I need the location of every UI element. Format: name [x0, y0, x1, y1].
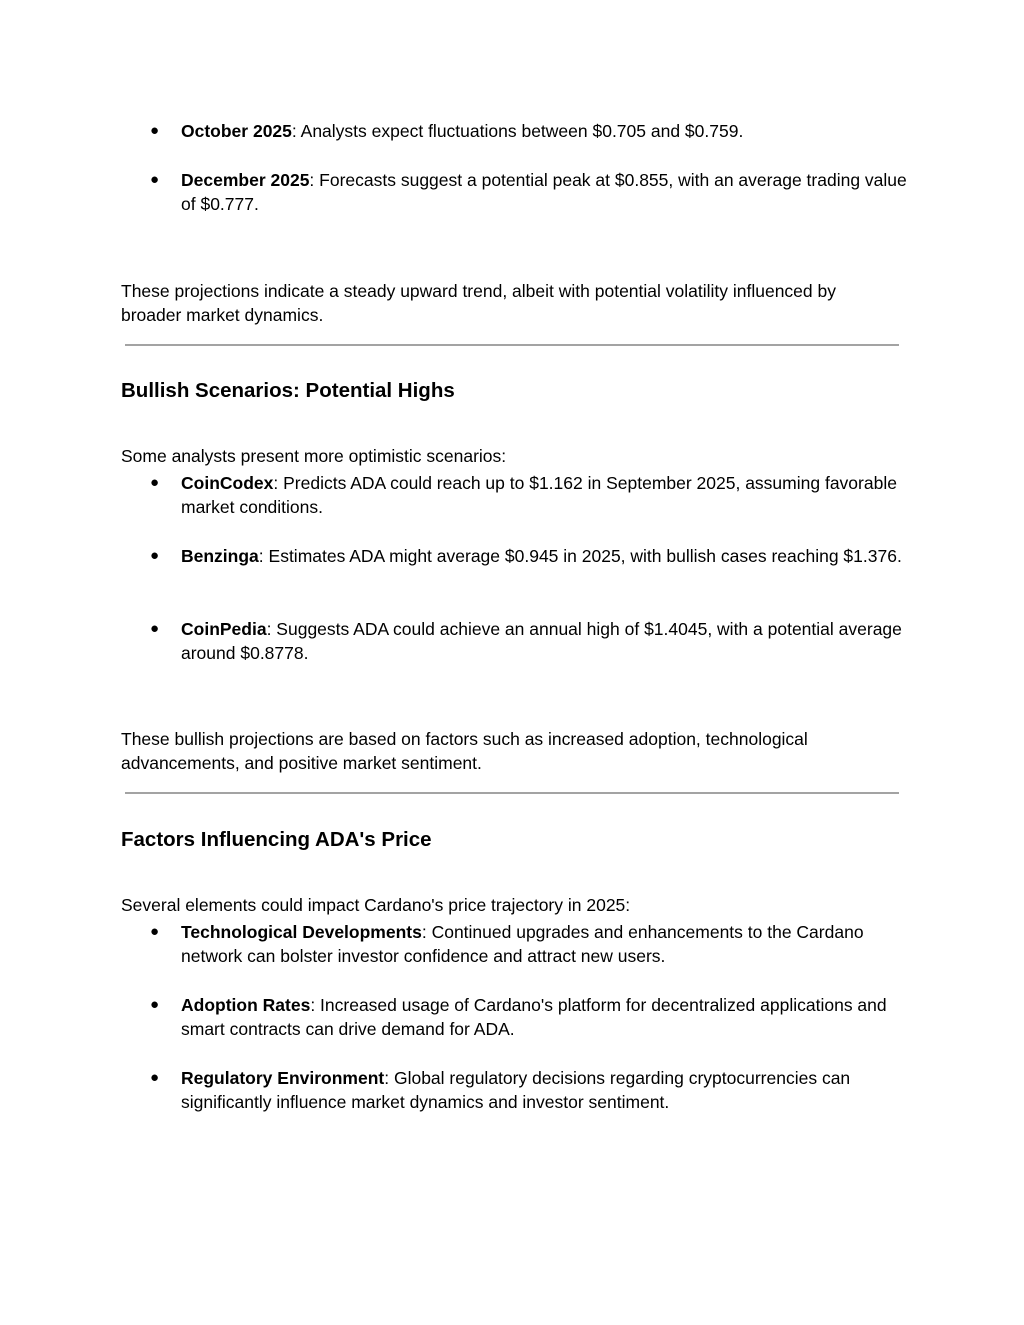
- bullet-text: [181, 920, 911, 968]
- bullet-term: CoinCodex: [181, 473, 274, 493]
- bullet-term: December 2025: [181, 170, 310, 190]
- bullet-term: Regulatory Environment: [181, 1068, 385, 1088]
- bullet-text: [181, 119, 911, 143]
- bullet-icon: ●: [150, 1069, 160, 1086]
- bullet-text: [181, 544, 911, 568]
- bullet-text: [181, 993, 911, 1041]
- bullet-text: [181, 168, 911, 216]
- forecast-summary: These projections indicate a steady upward trend, albeit with potential volatility influenced by broader market dynamics.: [121, 280, 836, 325]
- bullet-icon: ●: [150, 171, 160, 188]
- bullet-term: Adoption Rates: [181, 995, 311, 1015]
- bullet-text: [181, 617, 911, 665]
- bullet-term: October 2025: [181, 121, 292, 141]
- bullet-description: : Suggests ADA could achieve an annual high of $1.4045, with a potential average around $0.8778.: [181, 619, 902, 663]
- bullet-icon: ●: [150, 620, 160, 637]
- bullet-text: [181, 471, 911, 519]
- bullet-description: : Predicts ADA could reach up to $1.162 in September 2025, assuming favorable market conditions.: [181, 473, 897, 517]
- bullet-description: : Forecasts suggest a potential peak at $0.855, with an average trading value of $0.777.: [181, 170, 907, 214]
- bullet-term: Benzinga: [181, 546, 259, 566]
- bullet-icon: ●: [150, 923, 160, 940]
- bullet-icon: ●: [150, 996, 160, 1013]
- bullet-description: : Analysts expect fluctuations between $0.705 and $0.759.: [291, 121, 744, 141]
- section-divider: [125, 792, 899, 794]
- bullet-description: : Estimates ADA might average $0.945 in 2025, with bullish cases reaching $1.376.: [258, 546, 902, 566]
- bullet-term: Technological Developments: [181, 922, 422, 942]
- factors-intro: Several elements could impact Cardano's price trajectory in 2025:: [121, 894, 631, 915]
- bullet-term: CoinPedia: [181, 619, 267, 639]
- bullet-description: : Global regulatory decisions regarding cryptocurrencies can significantly influence market dynamics and investor sentiment.: [181, 1068, 851, 1112]
- bullet-icon: ●: [150, 474, 160, 491]
- bullet-icon: ●: [150, 547, 160, 564]
- bullish-summary: These bullish projections are based on factors such as increased adoption, technological advancements, and positive market sentiment.: [121, 728, 808, 773]
- bullet-description: : Continued upgrades and enhancements to the Cardano network can bolster investor confidence and attract new users.: [181, 922, 864, 966]
- bullet-text: [181, 1066, 911, 1114]
- factors-heading: Factors Influencing ADA's Price: [121, 828, 432, 851]
- section-divider: [125, 344, 899, 346]
- bullet-icon: ●: [150, 122, 160, 139]
- bullet-description: : Increased usage of Cardano's platform for decentralized applications and smart contracts can drive demand for ADA.: [181, 995, 887, 1039]
- bullish-heading: Bullish Scenarios: Potential Highs: [121, 379, 455, 402]
- bullish-intro: Some analysts present more optimistic scenarios:: [121, 445, 507, 466]
